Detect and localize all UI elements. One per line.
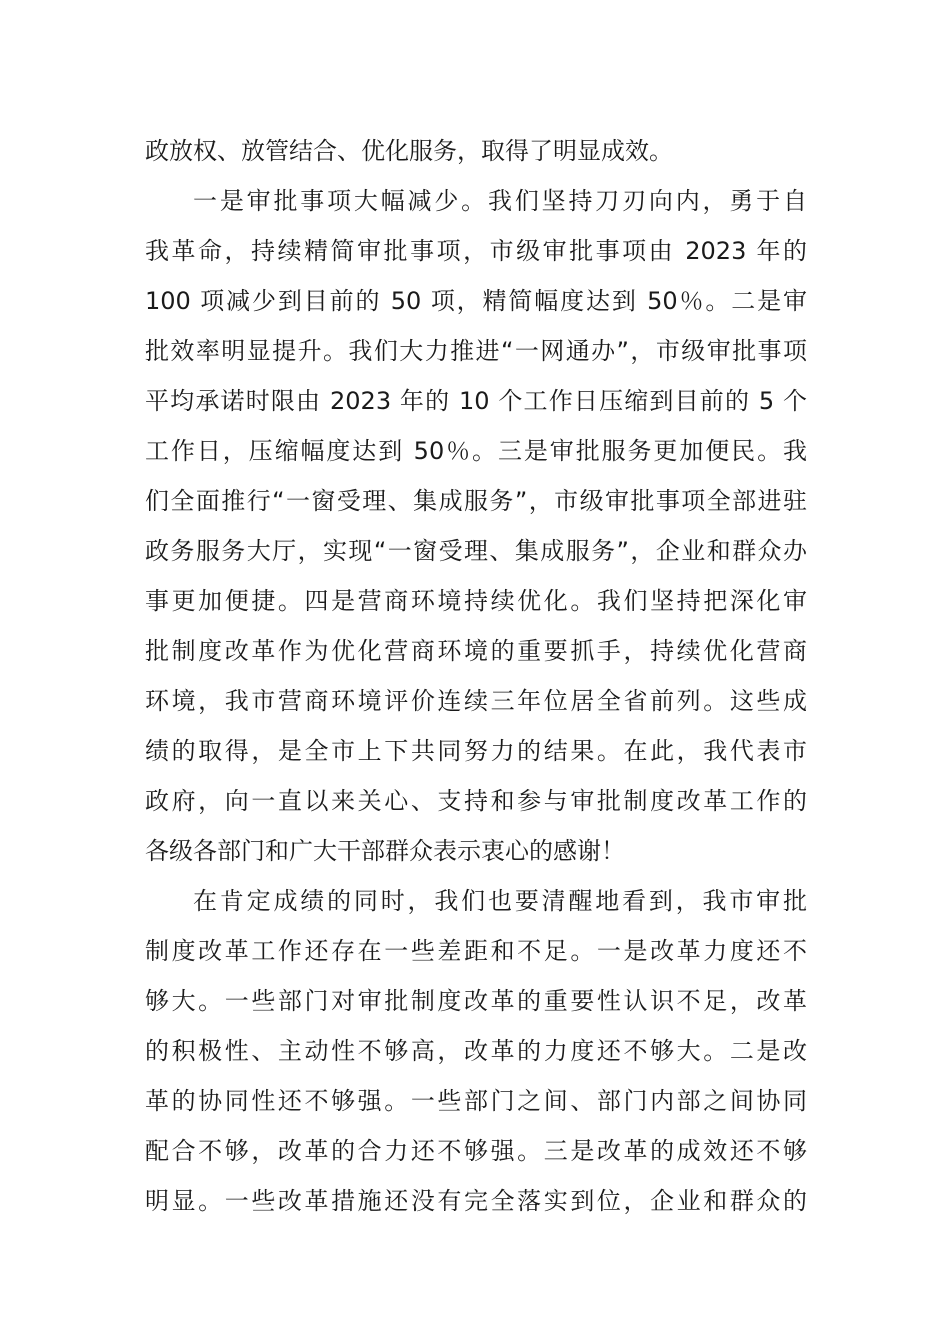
text-line-22: 明显。一些改革措施还没有完全落实到位，企业和群众的	[145, 1187, 807, 1215]
text-line-16: 在肯定成绩的同时，我们也要清醒地看到，我市审批	[193, 887, 807, 915]
text-line-9: 政务服务大厅，实现“一窗受理、集成服务”，企业和群众办	[145, 537, 807, 565]
text-line-13: 绩的取得，是全市上下共同努力的结果。在此，我代表市	[145, 737, 807, 765]
body-text	[145, 126, 807, 1226]
text-line-18: 够大。一些部门对审批制度改革的重要性认识不足，改革	[145, 987, 807, 1015]
text-line-11: 批制度改革作为优化营商环境的重要抓手，持续优化营商	[145, 637, 807, 665]
text-line-1: 政放权、放管结合、优化服务，取得了明显成效。	[145, 137, 673, 165]
text-line-12: 环境，我市营商环境评价连续三年位居全省前列。这些成	[145, 687, 807, 715]
text-line-15: 各级各部门和广大干部群众表示衷心的感谢！	[145, 837, 625, 865]
text-line-4: 100 项减少到目前的 50 项，精简幅度达到 50％。二是审	[145, 287, 807, 315]
text-line-20: 革的协同性还不够强。一些部门之间、部门内部之间协同	[145, 1087, 807, 1115]
text-line-19: 的积极性、主动性不够高，改革的力度还不够大。二是改	[145, 1037, 807, 1065]
text-line-3: 我革命，持续精简审批事项，市级审批事项由 2023 年的	[145, 237, 807, 265]
text-line-8: 们全面推行“一窗受理、集成服务”，市级审批事项全部进驻	[145, 487, 807, 515]
text-line-14: 政府，向一直以来关心、支持和参与审批制度改革工作的	[145, 787, 807, 815]
text-line-10: 事更加便捷。四是营商环境持续优化。我们坚持把深化审	[145, 587, 807, 615]
text-line-17: 制度改革工作还存在一些差距和不足。一是改革力度还不	[145, 937, 807, 965]
text-line-2: 一是审批事项大幅减少。我们坚持刀刃向内，勇于自	[193, 187, 807, 215]
text-line-7: 工作日，压缩幅度达到 50％。三是审批服务更加便民。我	[145, 437, 807, 465]
text-line-6: 平均承诺时限由 2023 年的 10 个工作日压缩到目前的 5 个	[145, 387, 807, 415]
text-line-5: 批效率明显提升。我们大力推进“一网通办”，市级审批事项	[145, 337, 807, 365]
text-line-21: 配合不够，改革的合力还不够强。三是改革的成效还不够	[145, 1137, 807, 1165]
